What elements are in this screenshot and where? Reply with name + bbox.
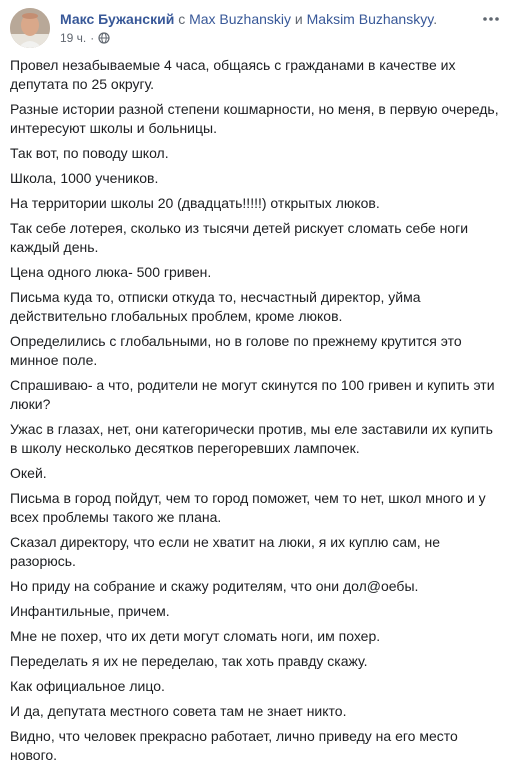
- post-paragraph: Как официальное лицо.: [10, 678, 165, 694]
- tagged-person-1[interactable]: Max Buzhanskiy: [189, 11, 292, 27]
- tagged-person-2[interactable]: Maksim Buzhanskyy: [306, 11, 434, 27]
- post-paragraph: Письма в город пойдут, чем то город поможет, чем то нет, школ много и у всех проблемы такого же плана.: [10, 490, 486, 525]
- post-body: [10, 56, 501, 771]
- avatar-photo: [10, 8, 50, 48]
- post-paragraph: Цена одного люка- 500 гривен.: [10, 264, 212, 280]
- post-meta: [60, 30, 110, 46]
- post-paragraph: Мне не похер, что их дети могут сломать ноги, им похер.: [10, 628, 381, 644]
- post-paragraph: Переделать я их не переделаю, так хоть правду скажу.: [10, 653, 368, 669]
- with-word: с: [178, 11, 186, 27]
- post-paragraph: Окей.: [10, 465, 47, 481]
- more-options-icon[interactable]: [481, 12, 501, 26]
- post-timestamp[interactable]: 19 ч.: [60, 31, 87, 45]
- post-paragraph: Инфантильные, причем.: [10, 603, 170, 619]
- post-paragraph: На территории школы 20 (двадцать!!!!!) открытых люков.: [10, 195, 380, 211]
- post-paragraph: Спрашиваю- а что, родители не могут скинутся по 100 гривен и купить эти люки?: [10, 377, 495, 412]
- post-paragraph: Так себе лотерея, сколько из тысячи детей рискует сломать себе ноги каждый день.: [10, 220, 469, 255]
- author-name[interactable]: Макс Бужанский: [60, 11, 175, 27]
- post-paragraph: И да, депутата местного совета там не знает никто.: [10, 703, 347, 719]
- post-paragraph: Провел незабываемые 4 часа, общаясь с гражданами в качестве их депутата по 25 округу.: [10, 57, 456, 92]
- meta-separator: ·: [90, 31, 95, 45]
- post-paragraph: Видно, что человек прекрасно работает, лично приведу на его место нового.: [10, 728, 458, 763]
- post-paragraph: Ужас в глазах, нет, они категорически против, мы еле заставили их купить в школу несколько десятков перегоревших лампочек.: [10, 421, 493, 456]
- post-paragraph: Школа, 1000 учеников.: [10, 170, 159, 186]
- post-paragraph: Так вот, по поводу школ.: [10, 145, 169, 161]
- post-paragraph: Определились с глобальными, но в голове по прежнему крутится это минное поле.: [10, 333, 462, 368]
- post-header: [10, 8, 503, 48]
- post-paragraph: Письма куда то, отписки откуда то, несчастный директор, уйма действительно глобальных проблем, кроме люков.: [10, 289, 421, 324]
- tag-separator: и: [294, 11, 303, 27]
- post-paragraph: Разные истории разной степени кошмарности, но меня, в первую очередь, интересуют школы и больницы.: [10, 101, 499, 136]
- post-attribution: [60, 10, 473, 28]
- post-paragraph: Но приду на собрание и скажу родителям, что они дол@оебы.: [10, 578, 419, 594]
- globe-icon[interactable]: [98, 32, 110, 44]
- tag-suffix: .: [433, 11, 438, 27]
- post-paragraph: Сказал директору, что если не хватит на люки, я их куплю сам, не разорюсь.: [10, 534, 441, 569]
- author-avatar[interactable]: [10, 8, 50, 48]
